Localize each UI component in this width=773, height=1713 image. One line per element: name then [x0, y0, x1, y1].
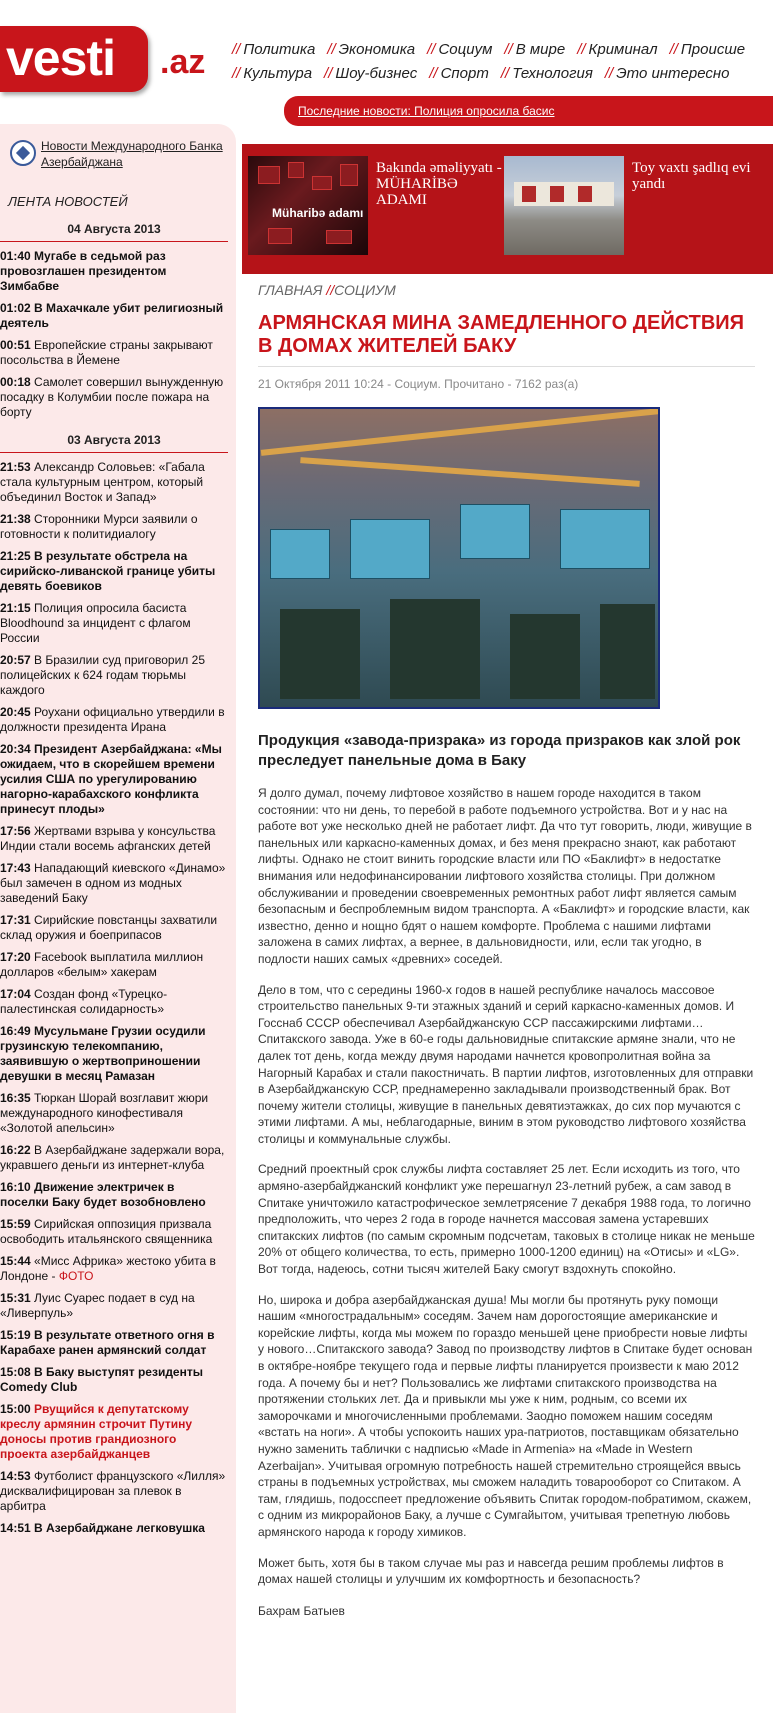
featured-image-caption: Müharibə adamı — [272, 206, 364, 220]
feed-news-item[interactable] — [0, 913, 232, 943]
feed-news-time: 15:00 — [0, 1402, 31, 1416]
feed-news-headline[interactable]: Полиция опросила басиста Bloodhound за инцидент с флагом России — [0, 601, 191, 645]
feed-news-time: 15:08 — [0, 1365, 31, 1379]
feed-news-headline[interactable]: Роухани официально утвердили в должности президента Ирана — [0, 705, 225, 734]
article-paragraph: Дело в том, что с середины 1960-х годов в нашей республике началось массовое строительство панельных 9-ти этажных зданий и серий каркасно-каменных домов. И Госснаб СССР обеспечивал Азербайджанскую ССР пассажирскими лифтами… Спитакского завода. Уже в 60-е годы дальновидные спитакские армяне знали, что не далек тот день, когда между двумя народами начнется кровопролитная война за Нагорный Карабах и стали пакостничать. В партии лифтов, изготовленных для отправки в Азербайджанскую ССР, преднамеренно закладывали производственный брак. Вот почему жители столицы, живущие в панельных девятиэтажках, до сих пор мучаются с этими лифтами. А мы, неблагодарные, виним в этом руководство лифтового хозяйства столицы и коммунальные службы. — [258, 982, 754, 1146]
site-header — [0, 0, 773, 120]
feed-news-headline[interactable]: Создан фонд «Турецко-палестинская солидарность» — [0, 987, 168, 1016]
article-paragraph: Средний проектный срок службы лифта составляет 25 лет. Если исходить из того, что армяно-азербайджанский конфликт уже перешагнул 23-летний рубеж, а сам завод в Спитаке уничтожило катастрофическое землетрясение 7 декабря 1988 года, то логично предположить, что через 2 года в городе начнется массовая замена устаревших спитакских лифтов (по самым скромным подсчетам, таковых в столице никак не меньше 20% от общего количества, то есть, примерно 1000-1200 единиц) на «Отисы» и «LG». Вот тогда, надеюсь, сотни тысяч жителей Баку смогут вздохнуть спокойно. — [258, 1162, 755, 1277]
feed-news-headline[interactable]: В Азербайджане задержали вора, укравшего деньги из интернет-клуба — [0, 1143, 225, 1172]
feed-date-heading: 03 Августа 2013 — [0, 427, 228, 453]
article-meta: 21 Октября 2011 10:24 - Социум. Прочитано - 7162 раз(а) — [258, 377, 579, 391]
nav-separator: // — [500, 65, 510, 82]
nav-row-top — [232, 38, 773, 62]
feed-news-time: 17:04 — [0, 987, 31, 1001]
feed-news-time: 21:53 — [0, 460, 31, 474]
feed-news-time: 15:59 — [0, 1217, 31, 1231]
feed-news-item[interactable] — [0, 460, 232, 505]
feed-news-item[interactable] — [0, 1469, 232, 1514]
nav-link[interactable] — [577, 38, 657, 62]
feed-news-time: 20:57 — [0, 653, 31, 667]
feed-news-time: 14:51 — [0, 1521, 31, 1535]
feed-news-headline[interactable]: Жертвами взрыва у консульства Индии стали восемь афганских детей — [0, 824, 216, 853]
bank-logo-icon — [10, 140, 36, 166]
nav-label[interactable]: Шоу-бизнес — [335, 65, 418, 82]
article-body — [258, 785, 755, 1588]
feed-news-item[interactable] — [0, 824, 232, 854]
article-paragraph: Может быть, хотя бы в таком случае мы раз и навсегда решим проблемы лифтов в домах нашей столицы и улучшим их комфортность и безопасность? — [258, 1555, 724, 1587]
feed-news-time: 21:38 — [0, 512, 31, 526]
nav-separator: // — [577, 41, 586, 58]
feed-news-headline[interactable]: В результате обстрела на сирийско-ливанской границе убиты девять боевиков — [0, 549, 216, 593]
nav-label[interactable]: Это интересно — [616, 65, 730, 82]
ticker-text[interactable]: Последние новости: Полиция опросила басис — [298, 104, 555, 118]
feed-news-item[interactable] — [0, 742, 232, 817]
feed-news-headline[interactable]: Александр Соловьев: «Габала стала культурным центром, который объединил Восток и Запад» — [0, 460, 205, 504]
feed-news-item[interactable] — [0, 987, 232, 1017]
nav-row-bottom — [232, 62, 773, 86]
feed-news-item[interactable] — [0, 512, 232, 542]
feed-news-time: 01:40 — [0, 249, 31, 263]
feed-news-item[interactable] — [0, 301, 232, 331]
feed-news-time: 16:10 — [0, 1180, 31, 1194]
feed-news-time: 16:22 — [0, 1143, 31, 1157]
article-subtitle: Продукция «завода-призрака» из города призраков как злой рок преследует панельные дома в Баку — [258, 732, 741, 769]
feed-news-time: 21:25 — [0, 549, 31, 563]
feed-news-time: 17:56 — [0, 824, 31, 838]
feed-news-headline[interactable]: Луис Суарес подает в суд на «Ливерпуль» — [0, 1291, 195, 1320]
feed-news-item[interactable] — [0, 1521, 232, 1536]
feed-news-time: 17:20 — [0, 950, 31, 964]
nav-separator: // — [604, 65, 614, 82]
feed-news-headline[interactable]: В Баку выступят резиденты Comedy Club — [0, 1365, 203, 1394]
nav-separator: // — [504, 41, 513, 58]
feed-news-item[interactable] — [0, 601, 232, 646]
feed-news-item[interactable] — [0, 1402, 232, 1462]
breadcrumb-section[interactable]: СОЦИУМ — [334, 282, 396, 298]
feed-news-time: 17:43 — [0, 861, 31, 875]
feed-news-headline[interactable]: «Мисс Африка» жестоко убита в Лондоне - — [0, 1254, 216, 1283]
feed-news-headline[interactable]: Мугабе в седьмой раз провозглашен президентом Зимбабве — [0, 249, 167, 293]
feed-news-headline[interactable]: Сирийские повстанцы захватили склад оружия и боеприпасов — [0, 913, 218, 942]
feed-news-time: 20:45 — [0, 705, 31, 719]
news-feed-list — [0, 216, 232, 1543]
feed-news-time: 14:53 — [0, 1469, 31, 1483]
feed-news-time: 17:31 — [0, 913, 31, 927]
breadcrumb-home[interactable]: ГЛАВНАЯ — [258, 282, 323, 298]
feed-news-item[interactable] — [0, 861, 232, 906]
logo-domain-suffix: .az — [160, 43, 206, 81]
feed-news-item[interactable] — [0, 375, 232, 420]
logo-wordmark: vesti — [6, 30, 115, 86]
feed-news-headline[interactable]: Движение электричек в поселки Баку будет возобновлено — [0, 1180, 206, 1209]
nav-label[interactable]: Культура — [243, 65, 313, 82]
feed-news-headline[interactable]: Нападающий киевского «Динамо» был замечен в одном из модных заведений Баку — [0, 861, 226, 905]
feed-news-headline[interactable]: В Азербайджане легковушка — [34, 1521, 205, 1535]
feed-news-item[interactable] — [0, 1254, 232, 1284]
feed-news-item[interactable] — [0, 1024, 232, 1084]
feed-news-headline[interactable]: В Бразилии суд приговорил 25 полицейских к 624 годам тюрьмы каждого — [0, 653, 205, 697]
nav-separator: // — [324, 65, 333, 82]
nav-label[interactable]: Криминал — [588, 41, 658, 58]
featured-image-wedding-hall[interactable] — [504, 156, 624, 255]
feed-news-headline[interactable]: Сирийская оппозиция призвала освободить итальянского священника — [0, 1217, 213, 1246]
feed-news-headline[interactable]: Тюркан Шорай возглавит жюри международного кинофестиваля «Золотой апельсин» — [0, 1091, 209, 1135]
feed-news-headline[interactable]: Футболист французского «Лилля» дисквалифицирован за плевок в арбитра — [0, 1469, 226, 1513]
feed-news-item[interactable] — [0, 1365, 232, 1395]
nav-label[interactable]: Экономика — [338, 41, 416, 58]
feed-news-headline[interactable]: Facebook выплатила миллион долларов «белым» хакерам — [0, 950, 204, 979]
feed-news-time: 00:51 — [0, 338, 31, 352]
feed-news-photo-tag[interactable]: ФОТО — [58, 1269, 94, 1283]
feed-news-headline[interactable]: Рвущийся к депутатскому креслу армянин строчит Путину доносы против грандиозного проекта азербайджанцев — [0, 1402, 193, 1461]
feed-news-time: 00:18 — [0, 375, 31, 389]
main-navigation — [232, 38, 773, 86]
feed-news-item[interactable] — [0, 653, 232, 698]
news-feed-heading: ЛЕНТА НОВОСТЕЙ — [8, 194, 128, 209]
feed-news-time: 21:15 — [0, 601, 31, 615]
feed-news-item[interactable] — [0, 549, 232, 594]
nav-label[interactable]: Происше — [680, 41, 746, 58]
nav-link[interactable] — [670, 38, 746, 62]
nav-link[interactable] — [504, 38, 565, 62]
feed-news-item[interactable] — [0, 1180, 232, 1210]
feed-news-item[interactable] — [0, 950, 232, 980]
breaking-news-ticker[interactable] — [284, 96, 773, 126]
article-paragraph: Я долго думал, почему лифтовое хозяйство в нашем городе находится в таком состоянии: что ни день, то перебой в работе подъемного устройства. Вот и у нас на работе вот уже несколько дней не работает лифт. Да что тут говорить, люди, живущие в панельных или каркасно-каменных домах, и без меня прекрасно знают, как работают лифты. Однако не стоит винить городские власти или ПО «Баклифт» в недостатке внимания или недофинансировании лифтового хозяйства столицы. При должном обслуживании и проведении своевременных ремонтных работ лифт является самым безопасным и беспроблемным видом транспорта. А «Баклифт» и городские власти, как известно, денно и нощно бдят о нашем комфорте. Проблема с нашими лифтами заложена в самих лифтах, а вернее, в дальновидности, или, если так угодно, в подлости наших самых «древних» соседей. — [258, 786, 752, 966]
feed-news-headline[interactable]: В Махачкале убит религиозный деятель — [0, 301, 224, 330]
feed-news-time: 20:34 — [0, 742, 31, 756]
feed-news-item[interactable] — [0, 705, 232, 735]
nav-separator: // — [427, 41, 436, 58]
feed-news-item[interactable] — [0, 249, 232, 294]
nav-label[interactable]: Политика — [243, 41, 316, 58]
nav-label[interactable]: Спорт — [440, 65, 489, 82]
feed-news-item[interactable] — [0, 1328, 232, 1358]
nav-label[interactable]: Технология — [512, 65, 593, 82]
feed-news-time: 15:31 — [0, 1291, 31, 1305]
nav-separator: // — [232, 65, 241, 82]
nav-link[interactable] — [232, 38, 315, 62]
breadcrumb: ГЛАВНАЯ //СОЦИУМ — [258, 282, 396, 298]
feed-news-headline[interactable]: Сторонники Мурси заявили о готовности к политидиалогу — [0, 512, 198, 541]
nav-separator: // — [669, 41, 678, 58]
featured-strip — [242, 144, 773, 274]
featured-item[interactable] — [504, 156, 764, 256]
feed-news-item[interactable] — [0, 1217, 232, 1247]
nav-link[interactable] — [324, 62, 417, 86]
feed-news-item[interactable] — [0, 1091, 232, 1136]
nav-link[interactable] — [501, 62, 593, 86]
feed-news-item[interactable] — [0, 338, 232, 368]
bank-news-label[interactable]: Новости Международного Банка Азербайджана — [41, 139, 223, 169]
featured-item[interactable] — [248, 156, 508, 256]
news-feed-sidebar — [0, 124, 236, 1713]
feed-news-headline[interactable]: Президент Азербайджана: «Мы ожидаем, что в скорейшем времени усилия США по урегулированию нагорно-карабахского конфликта принесут плоды» — [0, 742, 222, 816]
nav-link[interactable] — [605, 62, 730, 86]
nav-link[interactable] — [327, 38, 415, 62]
article-photo — [258, 407, 660, 709]
article-author: Бахрам Батыев — [258, 1603, 345, 1618]
feed-news-item[interactable] — [0, 1143, 232, 1173]
nav-label[interactable]: В мире — [515, 41, 566, 58]
nav-separator: // — [232, 41, 241, 58]
feed-news-time: 16:35 — [0, 1091, 31, 1105]
feed-news-time: 15:44 — [0, 1254, 31, 1268]
article — [258, 282, 755, 1618]
featured-image-war[interactable] — [248, 156, 368, 255]
article-paragraph: Но, широка и добра азербайджанская душа! Мы могли бы протянуть руку помощи нашим «многострадальным» соседям. Зачем нам дорогостоящие американские и корейские лифты, когда мы можем по гораздо меньшей цене приобрести новые лифты у нового…Спитакского завода? Завод по производству лифтов в Спитаке будет основан в октябре-ноябре текущего года и первые лифты планируется произвести к маю 2012 года. А почему бы и нет? Пользовались же лифтами спитакского производства на протяжении стольких лет. Да и привыкли мы уже к ним, родным, со всеми их заморочками и многочисленными проблемами. Заодно поможем нашим соседям «встать на ноги». А чтобы успокоить наших ура-патриотов, поставщикам обязательно нужно заменить таблички с надписью «Made in Armenia» на «Made in Western Azerbaijan». Учитывая огромную потребность нашей стремительно строящейся ввысь страны в подъемных устройствах, мы сможем наладить товарооборот со Спитаком. А там, глядишь, подосспеет предложение объявить Спитак городом-побратимом, скажем, с одним из микрорайонов Баку, а лучше с Сумгайытом, учитывая трепетную любовь армянского народа к городу химиков. — [258, 1292, 753, 1539]
featured-title[interactable]: Bakında əməliyyatı -MÜHARİBƏ ADAMI — [376, 160, 502, 208]
feed-news-time: 16:49 — [0, 1024, 31, 1038]
feed-news-item[interactable] — [0, 1291, 232, 1321]
feed-news-time: 01:02 — [0, 301, 31, 315]
site-logo[interactable] — [0, 26, 148, 92]
nav-label[interactable]: Социум — [438, 41, 493, 58]
bank-news-link[interactable] — [10, 138, 230, 174]
nav-separator: // — [429, 65, 438, 82]
featured-title[interactable]: Toy vaxtı şadlıq evi yandı — [632, 160, 751, 192]
nav-link[interactable] — [427, 38, 492, 62]
nav-link[interactable] — [429, 62, 489, 86]
nav-link[interactable] — [232, 62, 312, 86]
feed-date-heading: 04 Августа 2013 — [0, 216, 228, 242]
feed-news-headline[interactable]: Европейские страны закрывают посольства в Йемене — [0, 338, 213, 367]
feed-news-headline[interactable]: Самолет совершил вынужденную посадку в Колумбии после пожара на борту — [0, 375, 224, 419]
article-title: АРМЯНСКАЯ МИНА ЗАМЕДЛЕННОГО ДЕЙСТВИЯ В ДОМАХ ЖИТЕЛЕЙ БАКУ — [258, 312, 755, 367]
feed-news-headline[interactable]: В результате ответного огня в Карабахе ранен армянский солдат — [0, 1328, 215, 1357]
nav-separator: // — [327, 41, 336, 58]
feed-news-time: 15:19 — [0, 1328, 31, 1342]
feed-news-headline[interactable]: Мусульмане Грузии осудили грузинскую телекомпанию, заявившую о жертвоприношении девушки в месяц Рамазан — [0, 1024, 206, 1083]
